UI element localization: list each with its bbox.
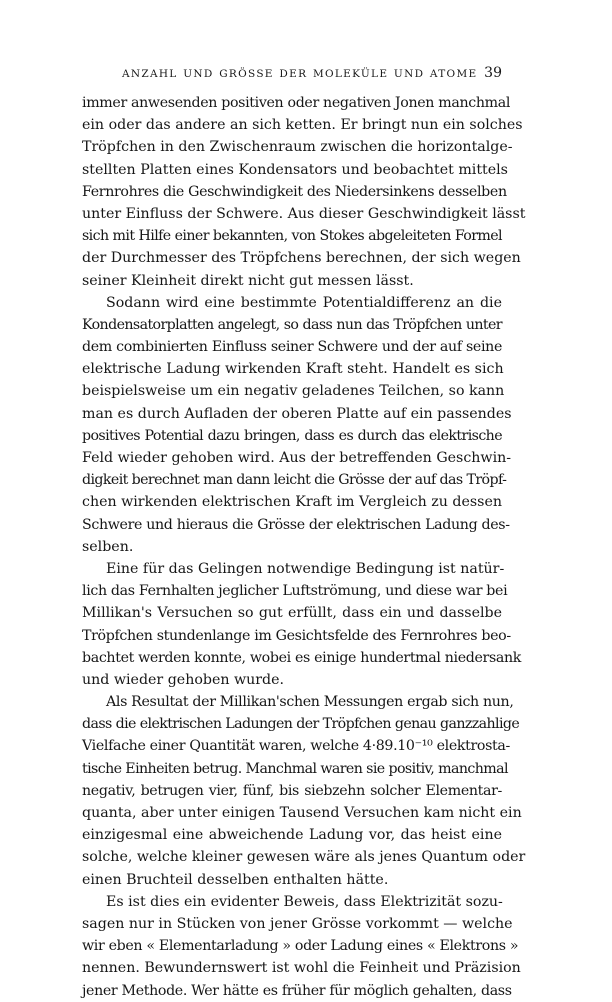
text-line: Eine für das Gelingen notwendige Bedingung ist natür-: [106, 560, 505, 577]
text-line: unter Einfluss der Schwere. Aus dieser Geschwindigkeit lässt: [82, 205, 526, 222]
text-line: Schwere und hieraus die Grösse der elektrischen Ladung des-: [82, 516, 510, 533]
running-head: [82, 64, 502, 84]
text-line: tische Einheiten betrug. Manchmal waren sie positiv, manchmal: [82, 760, 508, 777]
text-line: sich mit Hilfe einer bekannten, von Stokes abgeleiteten Formel: [82, 228, 502, 245]
text-line: Kondensatorplatten angelegt, so dass nun das Tröpfchen unter: [82, 316, 502, 333]
page-number: 39: [484, 65, 502, 81]
text-line: man es durch Aufladen der oberen Platte auf ein passendes: [82, 405, 512, 422]
text-line: nennen. Bewundernswert ist wohl die Feinheit und Präzision: [82, 960, 521, 977]
text-line: einzigesmal eine abweichende Ladung vor, das heist eine: [82, 827, 502, 844]
paragraph-4: [82, 691, 526, 891]
text-line: einen Bruchteil desselben enthalten hätte.: [82, 871, 389, 888]
text-line: und wieder gehoben wurde.: [82, 671, 285, 688]
text-line: stellten Platten eines Kondensators und beobachtet mittels: [82, 161, 508, 178]
text-line: selben.: [82, 538, 134, 555]
body-text: [82, 92, 526, 1002]
paragraph-3: [82, 558, 522, 691]
text-line: solche, welche kleiner gewesen wäre als jenes Quantum oder: [82, 849, 526, 866]
text-line: beispielsweise um ein negativ geladenes Teilchen, so kann: [82, 383, 505, 400]
paragraph-2: [82, 292, 512, 558]
text-line: Feld wieder gehoben wird. Aus der betreffenden Geschwin-: [82, 450, 512, 466]
text-line: negativ, betrugen vier, fünf, bis siebzehn solcher Elementar-: [82, 782, 502, 799]
running-head-title: ANZAHL UND GRÖSSE DER MOLEKÜLE UND ATOME: [122, 68, 478, 80]
text-line: lich das Fernhalten jeglicher Luftströmung, und diese war bei: [82, 583, 508, 600]
text-line: positives Potential dazu bringen, dass es durch das elektrische: [82, 427, 502, 444]
text-line: Es ist dies ein evidenter Beweis, dass Elektrizität sozu-: [106, 893, 503, 910]
text-line: Fernrohres die Geschwindigkeit des Niedersinkens desselben: [82, 183, 507, 200]
text-line: Sodann wird eine bestimmte Potentialdifferenz an die: [106, 294, 502, 311]
text-line: elektrische Ladung wirkenden Kraft steht. Handelt es sich: [82, 361, 504, 378]
text-line: immer anwesenden positiven oder negativen Jonen manchmal: [82, 95, 511, 111]
text-line: Tröpfchen in den Zwischenraum zwischen die horizontalge-: [82, 139, 513, 156]
text-line: chen wirkenden elektrischen Kraft im Vergleich zu dessen: [82, 494, 502, 511]
text-line: sagen nur in Stücken von jener Grösse vorkommt — welche: [82, 915, 513, 932]
text-line: der Durchmesser des Tröpfchens berechnen, der sich wegen: [82, 250, 521, 267]
text-line: ein oder das andere an sich ketten. Er bringt nun ein solches: [82, 117, 523, 134]
text-line: Millikan's Versuchen so gut erfüllt, dass ein und dasselbe: [82, 605, 502, 622]
text-line: quanta, aber unter einigen Tausend Versuchen kam nicht ein: [82, 805, 522, 821]
paragraph-1: [82, 92, 526, 292]
paragraph-5: [82, 891, 521, 1002]
text-line: Als Resultat der Millikan'schen Messungen ergab sich nun,: [106, 694, 514, 711]
text-line: Vielfache einer Quantität waren, welche 4·89.10⁻¹⁰ elektrosta-: [82, 738, 510, 755]
text-line: dem combinierten Einfluss seiner Schwere und der auf seine: [82, 339, 502, 356]
text-line: dass die elektrischen Ladungen der Tröpfchen genau ganzzahlige: [82, 716, 520, 733]
text-line: bachtet werden konnte, wobei es einige hundertmal niedersank: [82, 649, 522, 666]
text-line: digkeit berechnet man dann leicht die Grösse der auf das Tröpf-: [82, 472, 507, 489]
text-line: jener Methode. Wer hätte es früher für möglich gehalten, dass: [82, 982, 512, 999]
text-line: seiner Kleinheit direkt nicht gut messen lässt.: [82, 272, 414, 289]
text-line: wir eben « Elementarladung » oder Ladung eines « Elektrons »: [82, 938, 519, 955]
text-line: Tröpfchen stundenlange im Gesichtsfelde des Fernrohres beo-: [82, 627, 511, 644]
